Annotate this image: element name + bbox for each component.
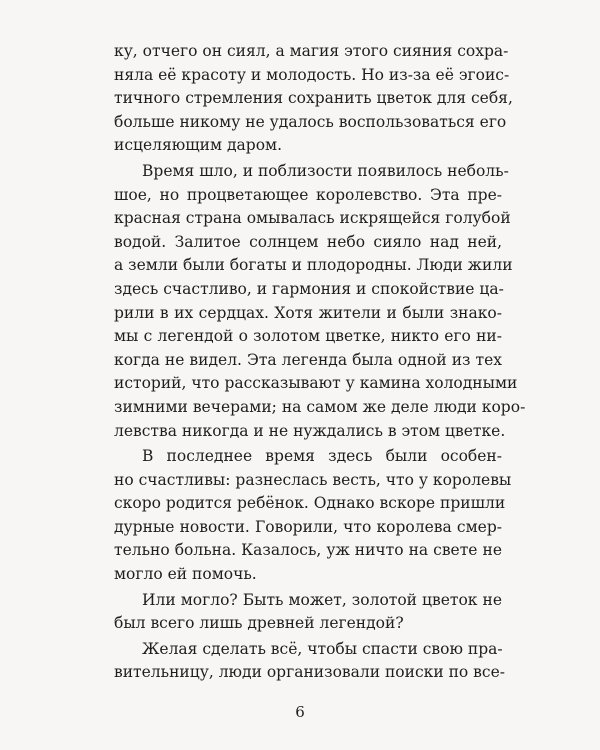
paragraph — [114, 589, 502, 636]
text-line: вительницу, люди организовали поиски по все- — [114, 663, 505, 682]
text-line: здесь счастливо, и гармония и спокойствие ца- — [114, 279, 504, 298]
text-line: дурные новости. Говорили, что королева смер- — [114, 517, 502, 536]
text-line: няла её красоту и молодость. Но из-за её эгоис- — [114, 65, 510, 84]
text-line: тичного стремления сохранить цветок для себя, — [114, 89, 513, 108]
text-line: ку, отчего он сиял, а магия этого сияния сохра- — [114, 42, 509, 60]
text-line: исцеляющим даром. — [114, 136, 283, 155]
text-line: историй, что рассказывают у камина холодными — [114, 374, 518, 393]
page-number: 6 — [295, 703, 305, 721]
text-line: Или могло? Быть может, золотой цветок не — [142, 590, 502, 609]
paragraph — [114, 445, 512, 587]
paragraph — [114, 638, 505, 685]
text-line: Время шло, и поблизости появилось неболь- — [142, 161, 509, 180]
text-line: рили в их сердцах. Хотя жители и были знако- — [114, 303, 502, 322]
text-line: больше никому не удалось воспользоваться его — [114, 112, 507, 131]
text-line: когда не видел. Эта легенда была одной из тех — [114, 350, 502, 369]
text-line: зимними вечерами; на самом же деле люди коро- — [114, 397, 526, 416]
text-line: красная страна омывалась искрящейся голубой — [114, 209, 511, 228]
text-line: был всего лишь древней легендой? — [114, 614, 404, 633]
text-line: водой. Залитое солнцем небо сияло над ней, — [114, 232, 502, 251]
text-line: левства никогда и не нуждались в этом цветке. — [114, 421, 506, 440]
text-line: мы с легендой о золотом цветке, никто его ни- — [114, 327, 502, 346]
paragraph — [114, 40, 513, 158]
body-text — [114, 40, 526, 685]
text-line: а земли были богаты и плодородны. Люди жили — [114, 256, 513, 275]
text-line: В последнее время здесь были особен- — [142, 447, 502, 466]
paragraph — [114, 160, 526, 443]
text-line: могло ей помочь. — [114, 565, 257, 584]
text-line: Желая сделать всё, чтобы спасти свою пра- — [142, 639, 503, 658]
text-line: но счастливы: разнеслась весть, что у королевы — [114, 470, 512, 489]
text-line: тельно больна. Казалось, уж ничто на свете не — [114, 541, 502, 560]
text-line: шое, но процветающее королевство. Эта пре- — [114, 185, 502, 204]
text-line: скоро родится ребёнок. Однако вскоре пришли — [114, 494, 506, 513]
